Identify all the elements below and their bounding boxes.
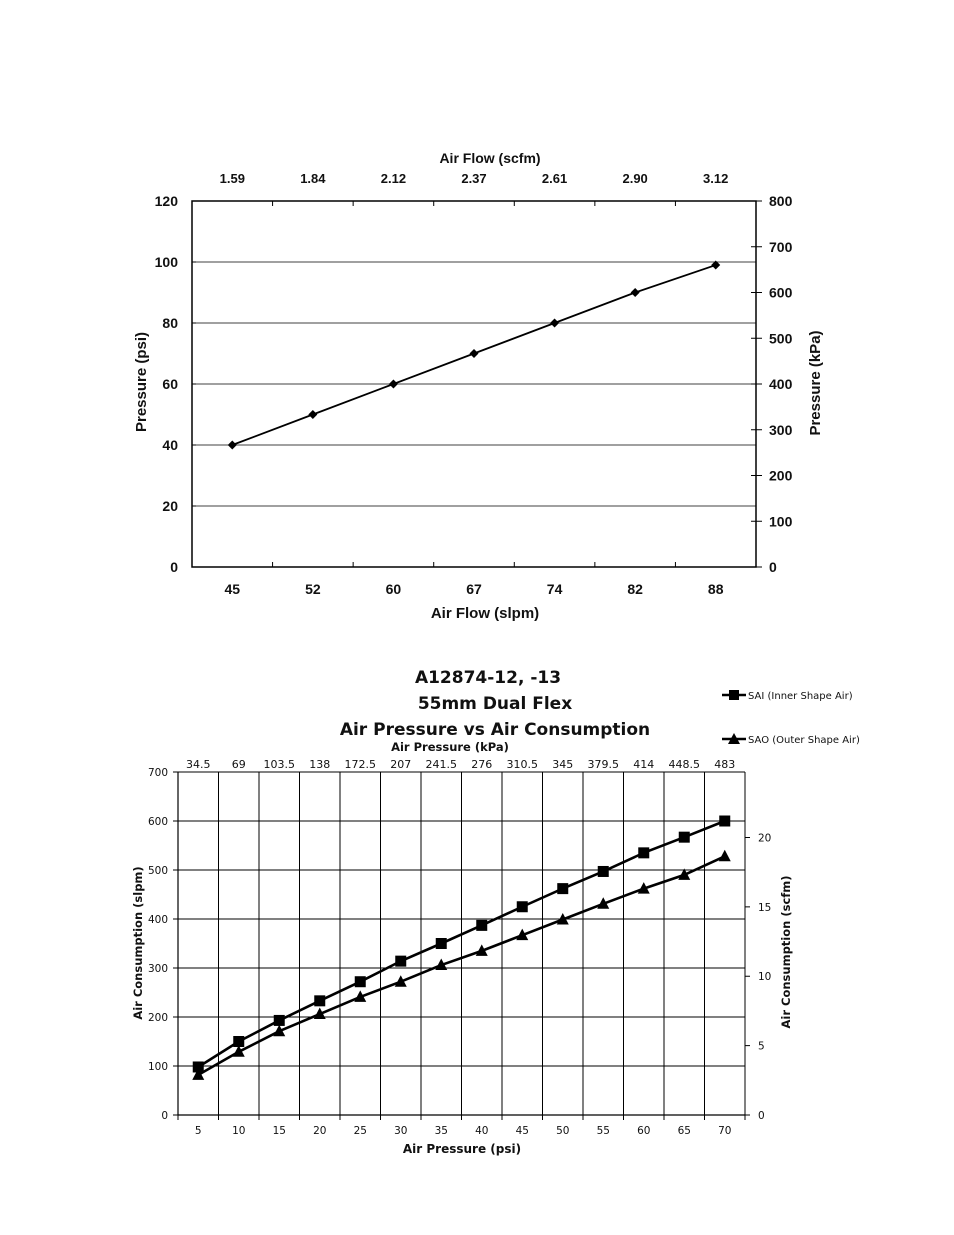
- x2-tick-label: 2.90: [622, 171, 648, 186]
- y2-tick-label: 400: [769, 376, 793, 392]
- x2-tick-label: 34.5: [186, 758, 211, 771]
- x-tick-label: 10: [232, 1125, 246, 1137]
- chart1-series: [228, 261, 720, 450]
- y2-tick-label: 0: [769, 559, 777, 575]
- y-tick-label: 0: [170, 559, 178, 575]
- chart2-x2-axis-title: Air Pressure (kPa): [391, 740, 509, 754]
- y-tick-label: 700: [147, 767, 168, 779]
- y-tick-label: 40: [162, 437, 178, 453]
- chart1-x2-axis-title: Air Flow (scfm): [439, 150, 541, 166]
- sai-data-point: [274, 1015, 285, 1026]
- sai-data-point: [719, 816, 730, 827]
- sai-data-point: [355, 976, 366, 987]
- y-tick-label: 400: [147, 914, 168, 926]
- chart2-title-line1: A12874-12, -13: [414, 668, 562, 688]
- chart2-title-line2: 55mm Dual Flex: [417, 694, 573, 714]
- y2-tick-label: 20: [758, 832, 772, 845]
- x-tick-label: 25: [353, 1125, 367, 1137]
- chart2-title-line3: Air Pressure vs Air Consumption: [339, 720, 651, 740]
- y2-tick-label: 200: [769, 467, 793, 484]
- data-point-diamond: [228, 441, 237, 450]
- x2-tick-label: 138: [309, 758, 331, 771]
- x-tick-label: 82: [627, 581, 643, 597]
- x2-tick-label: 483: [714, 758, 736, 771]
- chart2-y2-axis-title: Air Consumption (scfm): [779, 875, 793, 1029]
- y-tick-label: 600: [147, 816, 168, 828]
- sai-data-point: [476, 920, 487, 931]
- chart1-y2-axis-title: Pressure (kPa): [807, 330, 824, 436]
- sai-data-point: [557, 883, 568, 894]
- x2-tick-label: 2.12: [380, 171, 407, 186]
- y-tick-label: 200: [147, 1012, 168, 1024]
- data-point-diamond: [470, 349, 479, 358]
- x2-tick-label: 310.5: [506, 758, 538, 771]
- y-tick-label: 100: [154, 254, 178, 270]
- legend-item-sai: [722, 690, 853, 702]
- x2-tick-label: 448.5: [668, 758, 700, 771]
- sao-data-point: [719, 850, 731, 862]
- sai-data-point: [679, 832, 690, 843]
- sai-data-point: [598, 866, 609, 877]
- sai-data-point: [638, 847, 649, 858]
- y2-tick-label: 5: [758, 1040, 765, 1053]
- y-tick-label: 20: [162, 498, 178, 514]
- sai-data-point: [314, 995, 325, 1006]
- x2-tick-label: 103.5: [263, 758, 295, 771]
- chart1-gridlines: [192, 262, 756, 506]
- y2-tick-label: 800: [769, 193, 793, 209]
- x2-tick-label: 3.12: [703, 171, 729, 186]
- x2-tick-label: 414: [633, 758, 655, 771]
- x-tick-label: 30: [394, 1125, 408, 1137]
- x2-tick-label: 2.61: [541, 171, 568, 186]
- x-tick-label: 45: [224, 581, 241, 597]
- y-tick-label: 100: [147, 1061, 168, 1073]
- chart2-tick-labels: [148, 758, 771, 1137]
- y-tick-label: 80: [162, 315, 178, 331]
- chart2-gridlines: [178, 772, 745, 1115]
- y2-tick-label: 500: [769, 330, 793, 347]
- x-tick-label: 60: [385, 581, 402, 597]
- y2-tick-label: 100: [769, 513, 793, 530]
- y-tick-label: 500: [147, 865, 168, 877]
- y2-tick-label: 0: [758, 1110, 765, 1122]
- x-tick-label: 50: [556, 1125, 570, 1137]
- x-tick-label: 20: [313, 1125, 327, 1137]
- x-tick-label: 52: [305, 581, 321, 597]
- x2-tick-label: 379.5: [587, 758, 619, 771]
- data-point-diamond: [631, 288, 640, 297]
- air-pressure-vs-consumption-chart: [0, 640, 954, 1235]
- x-tick-label: 65: [677, 1125, 691, 1137]
- chart2-x-axis-title: Air Pressure (psi): [402, 1142, 522, 1156]
- chart1-x-axis-title: Air Flow (slpm): [430, 605, 540, 622]
- data-point-diamond: [389, 380, 398, 389]
- x2-tick-label: 172.5: [344, 758, 376, 771]
- y-tick-label: 120: [154, 193, 178, 209]
- x2-tick-label: 276: [471, 758, 493, 771]
- x-tick-label: 60: [637, 1125, 651, 1137]
- legend-label-sao: SAO (Outer Shape Air): [748, 735, 860, 746]
- x-tick-label: 74: [546, 581, 563, 597]
- x-tick-label: 88: [707, 581, 724, 597]
- x-tick-label: 70: [718, 1125, 732, 1137]
- y2-tick-label: 15: [758, 901, 772, 914]
- y-tick-label: 60: [162, 376, 178, 392]
- y2-tick-label: 10: [758, 971, 772, 984]
- legend-label-sai: SAI (Inner Shape Air): [748, 691, 853, 702]
- chart1-y-axis-title: Pressure (psi): [133, 331, 150, 433]
- chart2-legend: [722, 690, 860, 746]
- x-tick-label: 35: [434, 1125, 448, 1137]
- legend-item-sao: [722, 733, 860, 746]
- x2-tick-label: 207: [390, 758, 412, 771]
- x2-tick-label: 345: [552, 758, 574, 771]
- y-tick-label: 300: [147, 963, 168, 975]
- x2-tick-label: 69: [231, 758, 246, 771]
- x-tick-label: 55: [596, 1125, 610, 1137]
- x-tick-label: 40: [475, 1125, 489, 1137]
- sai-data-point: [436, 938, 447, 949]
- sai-data-point: [395, 956, 406, 967]
- x-tick-label: 15: [272, 1125, 286, 1137]
- data-point-diamond: [308, 410, 317, 419]
- y-tick-label: 0: [161, 1110, 168, 1122]
- data-point-diamond: [550, 319, 559, 328]
- legend-square-marker: [729, 690, 739, 700]
- y2-tick-label: 300: [769, 421, 793, 438]
- sai-data-point: [517, 901, 528, 912]
- x2-tick-label: 1.84: [300, 171, 326, 186]
- y2-tick-label: 700: [769, 238, 793, 255]
- x2-tick-label: 1.59: [219, 171, 245, 186]
- x-tick-label: 67: [466, 581, 482, 597]
- x2-tick-label: 2.37: [461, 171, 487, 186]
- x-tick-label: 5: [194, 1125, 202, 1137]
- chart2-y-axis-title: Air Consumption (slpm): [131, 866, 145, 1020]
- x-tick-label: 45: [515, 1125, 529, 1137]
- y2-tick-label: 600: [769, 284, 793, 301]
- x2-tick-label: 241.5: [425, 758, 457, 771]
